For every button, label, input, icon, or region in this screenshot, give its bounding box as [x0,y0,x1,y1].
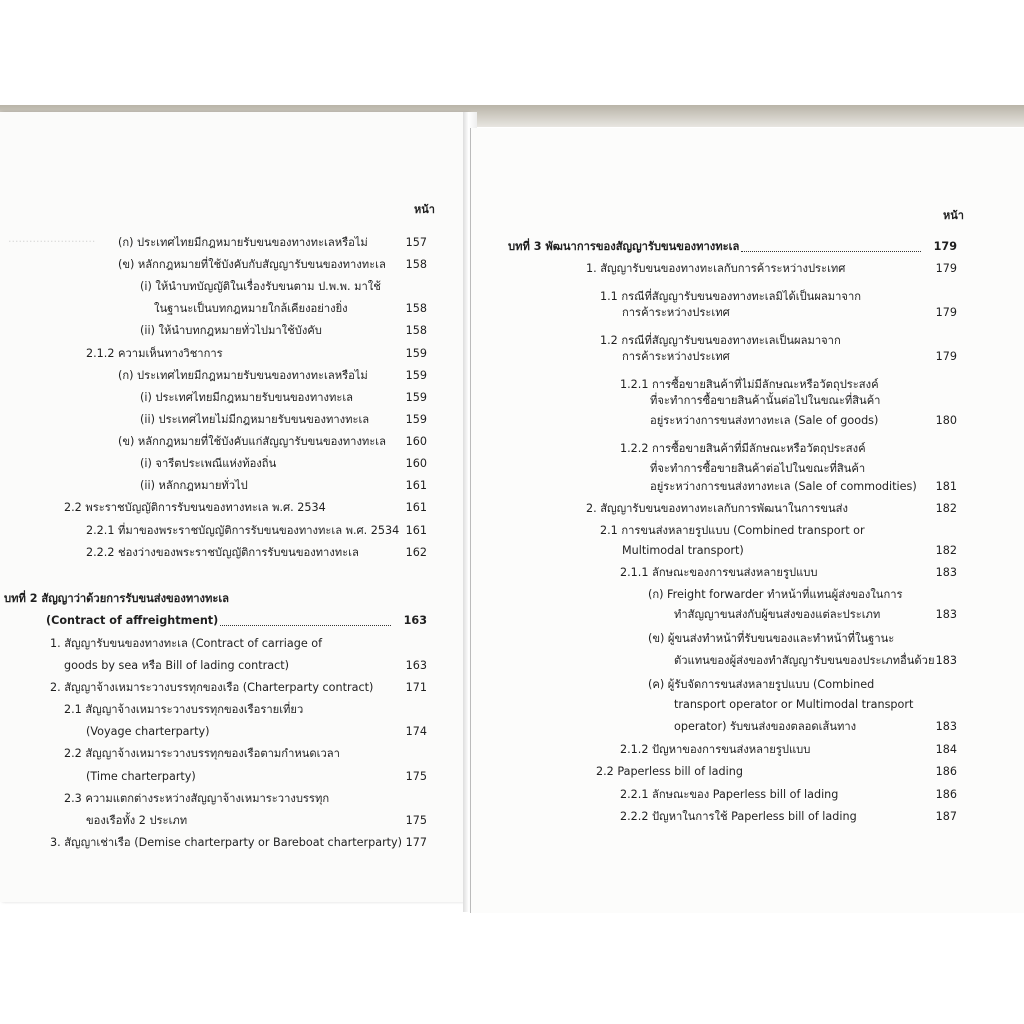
toc-page-number: 157 [405,236,427,249]
toc-page-number: 158 [405,324,427,337]
toc-entry-label: การค้าระหว่างประเทศ [622,350,730,363]
toc-entry-label: (Contract of affreightment) [46,614,219,627]
toc-entry-label: 1.1 กรณีที่สัญญารับขนของทางทะเลมิได้เป็นผลมาจาก [600,290,861,303]
toc-dot-leader [220,625,391,626]
toc-page-number: 175 [405,814,427,827]
toc-page-number: 159 [405,391,427,404]
toc-page-number: 159 [405,347,427,360]
toc-entry-label: อยู่ระหว่างการขนส่งทางทะเล (Sale of commodities) [650,480,917,493]
toc-entry-label: ที่จะทำการซื้อขายสินค้าต่อไปในขณะที่สินค้า [650,462,866,475]
toc-entry-label: บทที่ 2 สัญญาว่าด้วยการรับขนส่งของทางทะเล [4,592,230,605]
toc-page-number: 175 [405,770,427,783]
toc-entry-label: 1.2.1 การซื้อขายสินค้าที่ไม่มีลักษณะหรือวัตถุประสงค์ [620,378,879,391]
toc-page-number: 160 [405,457,427,470]
toc-page-number: 158 [405,302,427,315]
toc-entry-label: Multimodal transport) [622,544,744,557]
toc-entry-label: (Time charterparty) [86,770,196,783]
toc-page-number: 186 [935,765,957,778]
toc-entry-label: (ข) หลักกฎหมายที่ใช้บังคับแก่สัญญารับขนของทางทะเล [118,435,386,448]
toc-page-number: 179 [935,350,957,363]
toc-entry-label: (ก) Freight forwarder ทำหน้าที่แทนผู้ส่งของในการ [648,588,903,601]
toc-page-number: 163 [403,614,427,627]
toc-page-number: 182 [935,502,957,515]
toc-entry-label: 3. สัญญาเช่าเรือ (Demise charterparty or Bareboat charterparty) [50,836,403,849]
toc-page-number: 183 [935,654,957,667]
toc-entry-label: 2.2.1 ที่มาของพระราชบัญญัติการรับขนของทางทะเล พ.ศ. 2534 [86,524,400,537]
toc-dot-leader [741,251,921,252]
toc-entry-label: (ข) ผู้ขนส่งทำหน้าที่รับขนของและทำหน้าที่ในฐานะ [648,632,895,645]
toc-entry-label: 2. สัญญารับขนของทางทะเลกับการพัฒนาในการขนส่ง [586,502,848,515]
toc-entry-label: 1.2.2 การซื้อขายสินค้าที่มีลักษณะหรือวัตถุประสงค์ [620,442,866,455]
toc-entry-label: 2.2.2 ช่องว่างของพระราชบัญญัติการรับขนของทางทะเล [86,546,359,559]
toc-entry-label: operator) รับขนส่งของตลอดเส้นทาง [674,720,857,733]
bleed-through-text: ......................... [8,232,96,245]
toc-page-number: 162 [405,546,427,559]
toc-page-number: 179 [935,262,957,275]
toc-entry-label: 2.1.2 ความเห็นทางวิชาการ [86,347,223,360]
toc-entry-label: goods by sea หรือ Bill of lading contract) [64,659,289,672]
toc-entry-label: 2.2 Paperless bill of lading [596,765,743,778]
toc-entry-label: 1.2 กรณีที่สัญญารับขนของทางทะเลเป็นผลมาจาก [600,334,841,347]
toc-page-number: 161 [405,479,427,492]
toc-page-number: 184 [935,743,957,756]
toc-page-number: 159 [405,413,427,426]
toc-entry-label: (i) ประเทศไทยมีกฎหมายรับขนของทางทะเล [140,391,354,404]
toc-page-number: 183 [935,608,957,621]
toc-page-number: 177 [405,836,427,849]
toc-entry-label: อยู่ระหว่างการขนส่งทางทะเล (Sale of goods) [650,414,879,427]
toc-page-number: 181 [935,480,957,493]
toc-entry-label: 2.2.2 ปัญหาในการใช้ Paperless bill of lading [620,810,857,823]
page-column-header: หน้า [943,209,964,222]
toc-entry-label: 2. สัญญาจ้างเหมาระวางบรรทุกของเรือ (Charterparty contract) [50,681,374,694]
toc-entry-label: 2.1.2 ปัญหาของการขนส่งหลายรูปแบบ [620,743,811,756]
toc-entry-label: บทที่ 3 พัฒนาการของสัญญารับขนของทางทะเล [508,240,740,253]
toc-entry-label: (Voyage charterparty) [86,725,210,738]
toc-entry-label: (ก) ประเทศไทยมีกฎหมายรับขนของทางทะเลหรือไม่ [118,369,368,382]
toc-page-number: 179 [935,306,957,319]
toc-page-number: 180 [935,414,957,427]
toc-entry-label: ของเรือทั้ง 2 ประเภท [86,814,188,827]
toc-entry-label: 2.2.1 ลักษณะของ Paperless bill of lading [620,788,839,801]
toc-page-number: 158 [405,258,427,271]
toc-page-number: 179 [933,240,957,253]
page-column-header: หน้า [414,203,435,216]
toc-entry-label: (ii) หลักกฎหมายทั่วไป [140,479,248,492]
toc-page-number: 161 [405,501,427,514]
toc-entry-label: (ข) หลักกฎหมายที่ใช้บังคับกับสัญญารับขนของทางทะเล [118,258,386,271]
toc-page-number: 171 [405,681,427,694]
toc-entry-label: ในฐานะเป็นบทกฎหมายใกล้เคียงอย่างยิ่ง [154,302,348,315]
toc-entry-label: (ii) ประเทศไทยไม่มีกฎหมายรับขนของทางทะเล [140,413,370,426]
toc-entry-label: (ค) ผู้รับจัดการขนส่งหลายรูปแบบ (Combined [648,678,875,691]
toc-entry-label: 1. สัญญารับขนของทางทะเลกับการค้าระหว่างประเทศ [586,262,846,275]
toc-entry-label: 2.3 ความแตกต่างระหว่างสัญญาจ้างเหมาระวางบรรทุก [64,792,330,805]
toc-page-number: 182 [935,544,957,557]
toc-page-number: 159 [405,369,427,382]
toc-entry-label: (ก) ประเทศไทยมีกฎหมายรับขนของทางทะเลหรือไม่ [118,236,368,249]
toc-page-number: 183 [935,720,957,733]
toc-entry-label: (i) จารีตประเพณีแห่งท้องถิ่น [140,457,277,470]
toc-entry-label: 2.2 สัญญาจ้างเหมาระวางบรรทุกของเรือตามกำหนดเวลา [64,747,340,760]
toc-entry-label: (ii) ให้นำบทกฎหมายทั่วไปมาใช้บังคับ [140,324,322,337]
toc-page-number: 183 [935,566,957,579]
toc-page-number: 187 [935,810,957,823]
toc-page-number: 174 [405,725,427,738]
toc-entry-label: 2.1 สัญญาจ้างเหมาระวางบรรทุกของเรือรายเที่ยว [64,703,304,716]
toc-entry-label: 1. สัญญารับขนของทางทะเล (Contract of carriage of [50,637,323,650]
toc-page-number: 161 [405,524,427,537]
toc-page-number: 160 [405,435,427,448]
toc-page-number: 186 [935,788,957,801]
toc-page-number: 163 [405,659,427,672]
toc-entry-label: transport operator or Multimodal transport [674,698,914,711]
toc-entry-label: (i) ให้นำบทบัญญัติในเรื่องรับขนตาม ป.พ.พ. มาใช้ [140,280,381,293]
toc-entry-label: 2.1 การขนส่งหลายรูปแบบ (Combined transport or [600,524,865,537]
toc-entry-label: ทำสัญญาขนส่งกับผู้ขนส่งของแต่ละประเภท [674,608,881,621]
toc-entry-label: ตัวแทนของผู้ส่งของทำสัญญารับขนของประเภทอื่นด้วย [674,654,935,667]
toc-entry-label: 2.1.1 ลักษณะของการขนส่งหลายรูปแบบ [620,566,818,579]
toc-entry-label: การค้าระหว่างประเทศ [622,306,730,319]
toc-entry-label: 2.2 พระราชบัญญัติการรับขนของทางทะเล พ.ศ. 2534 [64,501,326,514]
toc-entry-label: ที่จะทำการซื้อขายสินค้านั้นต่อไปในขณะที่สินค้า [650,394,881,407]
